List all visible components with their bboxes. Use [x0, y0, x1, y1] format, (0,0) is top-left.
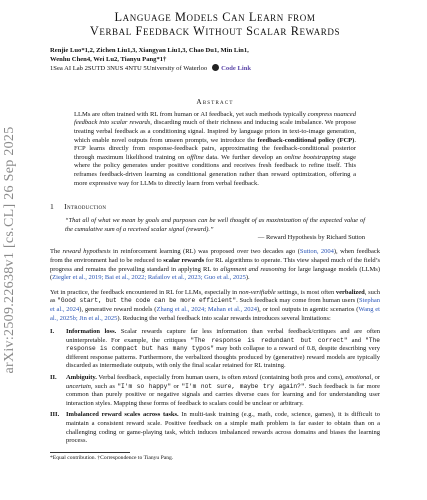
list-item: II. Ambiguity. Verbal feedback, especially from human users, is often mixed (containing both pros and cons), emotional, or uncertain, such as "I'm so happy" or "I'm not sure, maybe try again?". Such feedback is far more common than purely positive or negative signals and carries diverse cues for learning and for understanding user interaction styles. Mapping these forms of feedback to scalars could be unclear or arbitrary.: [50, 374, 380, 407]
footnote: *Equal contribution. †Correspondence to Tianyu Pang.: [50, 454, 174, 461]
intro-paragraph-1: The reward hypothesis in reinforcement learning (RL) was proposed over two decades ago (Sutton, 2004), when feedback from the environment had to be reduced to scalar rewards for RL algorithms to operate. This view shaped much of the field’s progress and remains the prevailing standard in applying RL to alignment and reasoning for large language models (LLMs) (Ziegler et al., 2019; Bai et al., 2022; Rafailov et al., 2023; Guo et al., 2025).: [50, 248, 380, 282]
abstract-heading: Abstract: [196, 97, 234, 106]
affiliations: 1Sea AI Lab 2SUTD 3NUS 4NTU 5University of Waterloo: [50, 65, 208, 73]
epigraph-attribution: — Reward Hypothesis by Richard Sutton: [257, 233, 365, 241]
citation-link[interactable]: Stephan et al., 2024: [50, 297, 380, 313]
author-block: [50, 47, 380, 74]
item-label: I.: [50, 328, 55, 336]
section-title: Introduction: [64, 202, 107, 212]
item-label: II.: [50, 374, 57, 382]
arxiv-stamp: [0, 60, 20, 440]
title-line-1: Language Models Can Learn from: [114, 10, 316, 24]
title-line-2: Verbal Feedback Without Scalar Rewards: [89, 24, 341, 38]
list-item: III. Imbalanced reward scales across tasks. In multi-task training (e.g., math, code, science, games), it is difficult to maintain a consistent reward scale. Positive feedback on a simple math problem is far easier to obtain than on a challenging coding or game-playing task, which induces imbalanced rewards across domains and biases the learning process.: [50, 411, 380, 445]
section-number: 1: [50, 202, 55, 212]
paper-title: [50, 10, 380, 38]
section-heading: [50, 202, 380, 211]
intro-paragraph-2: Yet in practice, the feedback encountered in RL for LLMs, especially in non-verifiable settings, is most often verbalized, such as "Good start, but the code can be more efficient". Such feedback may come from human users (Stephan et al., 2024), generative reward models (Zhang et al., 2024; Mahan et al., 2024), or tool outputs in agentic scenarios (Wang et al., 2025b; Jin et al., 2025). Reducing the verbal feedback into scalar rewards introduces several limitations:: [50, 288, 380, 322]
authors-line-1: Renjie Luo*1,2, Zichen Liu1,3, Xiangyan Liu1,3, Chao Du1, Min Lin1,: [50, 47, 249, 54]
affiliations-line: [50, 64, 380, 74]
paper-page: [50, 0, 380, 462]
citation-link[interactable]: Zhang et al., 2024; Mahan et al., 2024: [156, 305, 258, 313]
list-item: I. Information loss. Scalar rewards capture far less information than verbal feedback/critiques and are often uninterpretable. For example, the critiques "The response is redundant but correct" and "The response is compact but has many typos" may both collapse to a reward of 0.8, despite describing very different response patterns. Furthermore, the verbalized thoughts produced by (generative) reward models are typically discarded as intermediate outputs, with only the final scalar retained for RL training.: [50, 328, 381, 370]
github-icon: [212, 64, 219, 71]
code-link[interactable]: Code Link: [221, 65, 252, 73]
arxiv-stamp-text: arXiv:2509.22638v1 [cs.CL] 26 Sep 2025: [2, 126, 17, 374]
footnote-rule: [50, 452, 130, 453]
epigraph-quote: “That all of what we mean by goals and purposes can be well thought of as maximization of the expected value of the cumulative sum of a received scalar signal (reward).”: [65, 217, 365, 233]
limitations-list: [50, 328, 380, 446]
citation-link[interactable]: Sutton, 2004: [299, 248, 334, 256]
citation-link[interactable]: Wang et al., 2025b; Jin et al., 2025: [50, 305, 380, 322]
abstract-text: LLMs are often trained with RL from human or AI feedback, yet such methods typically compress nuanced feedback into scalar rewards, discarding much of their richness and inducing scale imbalance. We propose treating verbal feedback as a conditioning signal. Inspired by language priors in text-to-image generation, which enable novel outputs from unseen prompts, we introduce the feedback-conditional policy (FCP). FCP learns directly from response-feedback pairs, approximating the feedback-conditional posterior through maximum likelihood training on offline data. We further develop an online bootstrapping stage where the policy generates under positive conditions and receives fresh feedback to refine itself. This reframes feedback-driven learning as conditional generation rather than reward optimization, offering a more expressive way for LLMs to directly learn from verbal feedback.: [74, 110, 357, 187]
item-label: III.: [50, 411, 60, 419]
authors-line-2: Wenhu Chen4, Wei Lu2, Tianyu Pang*1†: [50, 55, 167, 63]
citation-link[interactable]: Ziegler et al., 2019; Bai et al., 2022; Rafailov et al., 2023; Guo et al., 2025: [52, 274, 246, 282]
